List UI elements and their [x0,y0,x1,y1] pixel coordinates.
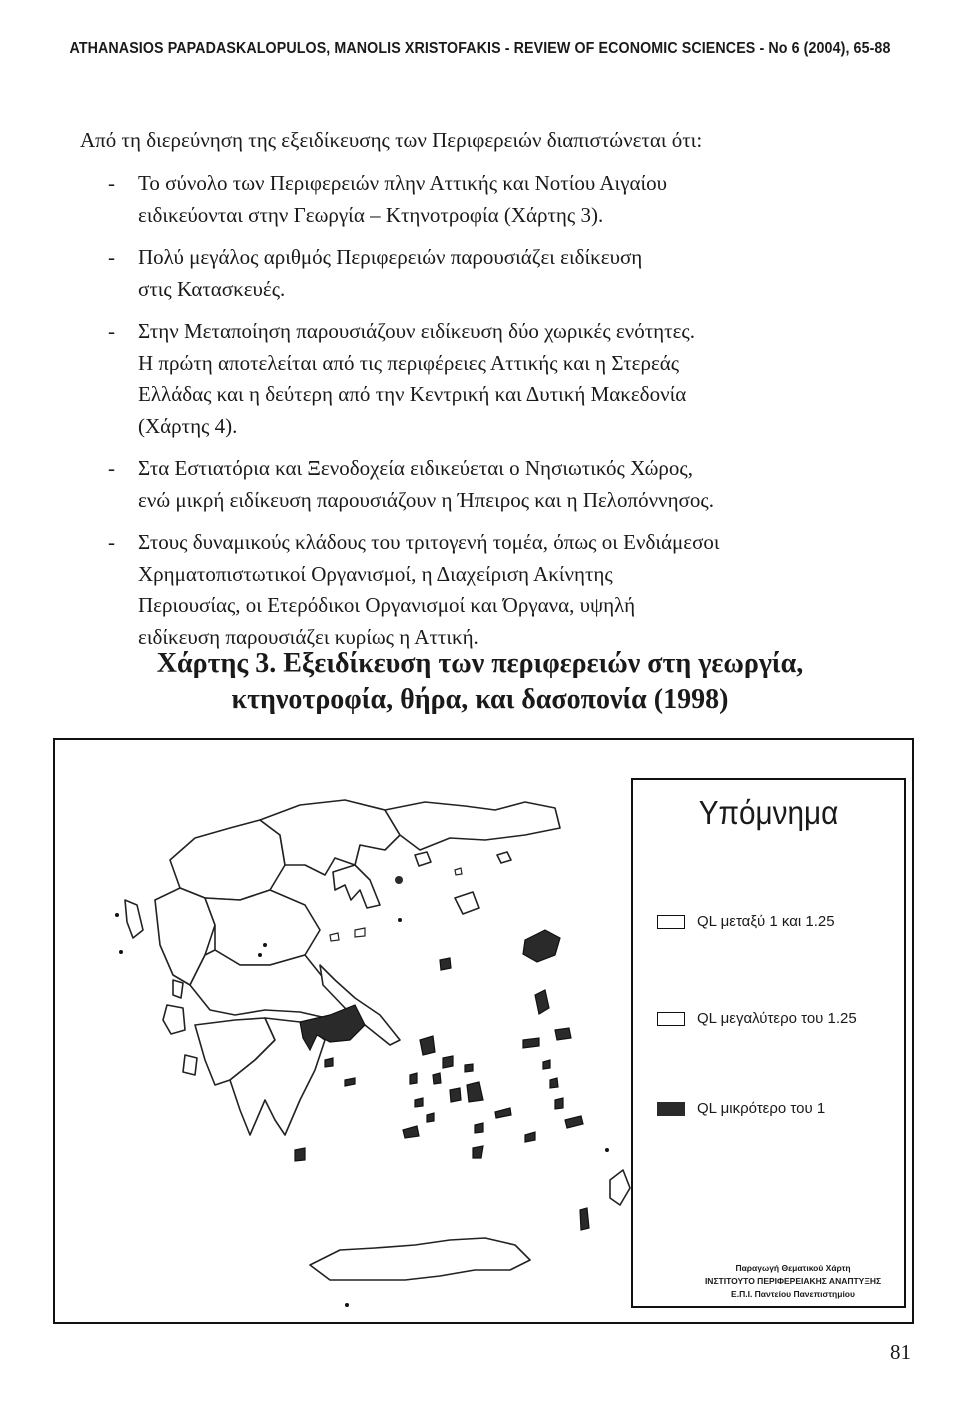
island-syros [433,1073,441,1084]
island-alonissos [355,928,365,937]
island-chios [535,990,549,1014]
list-item-line: στις Κατασκευές. [138,276,286,301]
legend-item [657,1010,857,1027]
island-kythira [295,1148,305,1161]
region-east-macedonia-thrace [385,802,560,850]
bullet-dash: - [108,319,115,343]
map-credit [693,1262,893,1301]
list-item-line: Στα Εστιατόρια και Ξενοδοχεία ειδικεύεται ο Νησιωτικός Χώρος, [138,456,693,480]
island-ikaria [523,1038,539,1048]
islet-dot [345,1303,349,1307]
legend-item [657,1100,825,1117]
island-naxos [467,1082,483,1102]
legend-item [657,913,835,930]
list-item [108,168,828,231]
list-item-line: Το σύνολο των Περιφερειών πλην Αττικής και Νοτίου Αιγαίου [138,171,668,195]
island-kalymnos [555,1098,563,1109]
list-item-line: Ελλάδας και η δεύτερη από την Κεντρική και Δυτική Μακεδονία [138,382,687,406]
island-amorgos [495,1108,511,1118]
map-legend [631,778,906,1308]
island-kythnos [410,1073,417,1084]
list-item [108,527,828,653]
legend-title: Υπόμνημα [698,794,839,831]
islet-dot [119,950,123,954]
credit-line: Παραγωγή Θεματικού Χάρτη [735,1263,851,1273]
island-corfu [125,900,143,938]
island-leros [550,1078,558,1088]
region-chalkidiki [333,865,380,908]
bullet-dash: - [108,171,115,195]
island-kos [565,1116,583,1128]
island-milos [403,1126,419,1138]
island-andros [420,1036,435,1055]
list-item-line: Στην Μεταποίηση παρουσιάζουν ειδίκευση δύο χωρικές ενότητες. [138,319,695,343]
island-aegina [325,1058,333,1067]
list-item-line: Πολύ μεγάλος αριθμός Περιφερειών παρουσιάζει ειδίκευση [138,245,643,269]
island-sifnos [427,1113,434,1122]
region-crete [310,1238,530,1280]
bullet-dash: - [108,245,115,269]
legend-swatch-light [657,915,685,929]
legend-label: QL μεταξύ 1 και 1.25 [697,913,835,930]
island-paros [450,1088,461,1102]
list-item-line: (Χάρτης 4). [138,413,238,438]
island-zakynthos [183,1055,197,1075]
page-number: 81 [890,1340,911,1364]
island-tinos [443,1056,453,1068]
island-lesvos [523,930,560,962]
island-samos [555,1028,571,1040]
map-caption-line: Χάρτης 3. Εξειδίκευση των περιφερειών στη γεωργία, [156,648,804,679]
island-rhodes [610,1170,630,1205]
list-item-line: ειδικεύονται στην Γεωργία – Κτηνοτροφία (Χάρτης 3). [138,202,604,227]
islet-dot [395,876,403,884]
credit-line: Ε.Π.Ι. Παντείου Πανεπιστημίου [731,1289,855,1299]
list-item [108,316,828,442]
legend-swatch-dark [657,1102,685,1116]
intro-paragraph: Από τη διερεύνηση της εξειδίκευσης των Περιφερειών διαπιστώνεται ότι: [80,128,703,152]
island-astypalaia [525,1132,535,1142]
list-item [108,242,828,305]
list-item-line: Χρηματοπιστωτικοί Οργανισμοί, η Διαχείριση Ακίνητης [138,561,613,586]
island-skiathos [330,933,339,941]
legend-label: QL μεγαλύτερο του 1.25 [697,1010,857,1027]
island-skyros [440,958,451,970]
map-caption-line: κτηνοτροφία, θήρα, και δασοπονία (1998) [231,684,729,715]
island-lefkada [173,980,183,998]
legend-label: QL μικρότερο του 1 [697,1100,826,1117]
island-thasos [415,852,431,866]
islet-dot [263,943,267,947]
island-mykonos [465,1064,473,1072]
list-item-line: Περιουσίας, οι Ετερόδικοι Οργανισμοί και Όργανα, υψηλή [138,593,636,617]
island-agios-efstratios [455,868,462,875]
region-west-macedonia [170,820,285,900]
island-kefalonia [163,1005,185,1034]
islet-dot [398,918,402,922]
running-header: ATHANASIOS PAPADASKALOPULOS, MANOLIS XRISTOFAKIS - REVIEW OF ECONOMIC SCIENCES - No 6 (2004), 65-88 [69,40,891,57]
bullet-dash: - [108,456,115,480]
list-item-line: ενώ μικρή ειδίκευση παρουσιάζουν η Ήπειρος και η Πελοπόννησος. [138,487,714,512]
island-samothraki [497,852,511,863]
list-item-line: Στους δυναμικούς κλάδους του τριτογενή τομέα, όπως οι Ενδιάμεσοι [138,530,720,554]
islet-dot [115,913,119,917]
islet-dot [258,953,262,957]
list-item-line: ειδίκευση παρουσιάζει κυρίως η Αττική. [138,624,479,649]
list-item [108,453,828,516]
legend-swatch-light [657,1012,685,1026]
island-serifos [415,1098,423,1107]
island-santorini [473,1146,483,1158]
island-karpathos [580,1208,589,1230]
bullet-dash: - [108,530,115,554]
island-patmos [543,1060,550,1069]
findings-list [108,168,828,664]
credit-line: ΙΝΣΤΙΤΟΥΤΟ ΠΕΡΙΦΕΡΕΙΑΚΗΣ ΑΝΑΠΤΥΞΗΣ [704,1276,882,1286]
island-lemnos [455,892,479,914]
island-ios [475,1123,483,1133]
list-item-line: Η πρώτη αποτελείται από τις περιφέρειες Αττικής και η Στερεάς [138,350,680,375]
map-caption [0,646,960,718]
island-hydra [345,1078,355,1086]
map-figure [53,738,914,1324]
islet-dot [605,1148,609,1152]
